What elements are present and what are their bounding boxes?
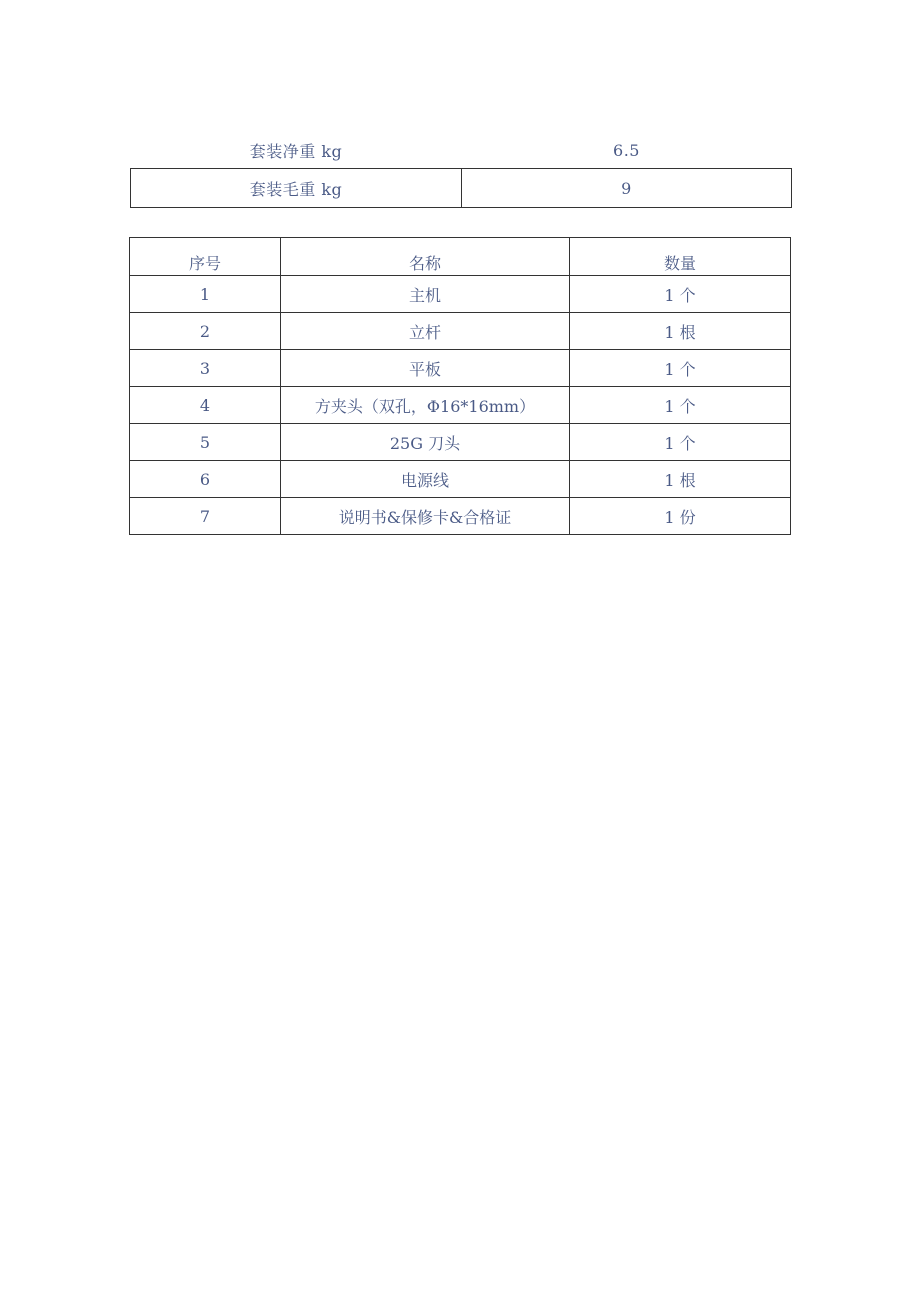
- net-weight-value: 6.5: [613, 140, 640, 160]
- table-row: [130, 461, 791, 498]
- row-quantity: 1 个: [570, 276, 791, 313]
- row-item-name: 方夹头（双孔，Φ16*16mm）: [281, 387, 570, 424]
- row-quantity: 1 根: [570, 461, 791, 498]
- table-row: [130, 350, 791, 387]
- table-row: [130, 424, 791, 461]
- table-header-row: [130, 238, 791, 276]
- row-item-name: 立杆: [281, 313, 570, 350]
- row-serial-number: 2: [130, 313, 281, 350]
- header-quantity: 数量: [570, 238, 791, 276]
- gross-weight-label: 套装毛重 kg: [131, 169, 462, 208]
- row-item-name: 平板: [281, 350, 570, 387]
- net-weight-label: 套装净重 kg: [249, 141, 343, 161]
- row-serial-number: 6: [130, 461, 281, 498]
- row-serial-number: 1: [130, 276, 281, 313]
- row-serial-number: 7: [130, 498, 281, 535]
- table-row: [130, 387, 791, 424]
- row-item-name: 电源线: [281, 461, 570, 498]
- row-quantity: 1 个: [570, 350, 791, 387]
- row-item-name: 说明书&保修卡&合格证: [281, 498, 570, 535]
- row-quantity: 1 份: [570, 498, 791, 535]
- row-item-name: 25G 刀头: [281, 424, 570, 461]
- row-serial-number: 4: [130, 387, 281, 424]
- row-quantity: 1 根: [570, 313, 791, 350]
- row-serial-number: 5: [130, 424, 281, 461]
- table-row: [130, 313, 791, 350]
- packing-list-table: [129, 237, 791, 535]
- row-item-name: 主机: [281, 276, 570, 313]
- row-quantity: 1 个: [570, 387, 791, 424]
- table-row: [130, 276, 791, 313]
- gross-weight-row: [131, 169, 792, 208]
- gross-weight-value: 9: [462, 169, 792, 208]
- header-item-name: 名称: [281, 238, 570, 276]
- table-row: [130, 498, 791, 535]
- row-serial-number: 3: [130, 350, 281, 387]
- net-weight-row: [131, 132, 792, 169]
- row-quantity: 1 个: [570, 424, 791, 461]
- header-serial-number: 序号: [130, 238, 281, 276]
- weight-table: [130, 132, 792, 208]
